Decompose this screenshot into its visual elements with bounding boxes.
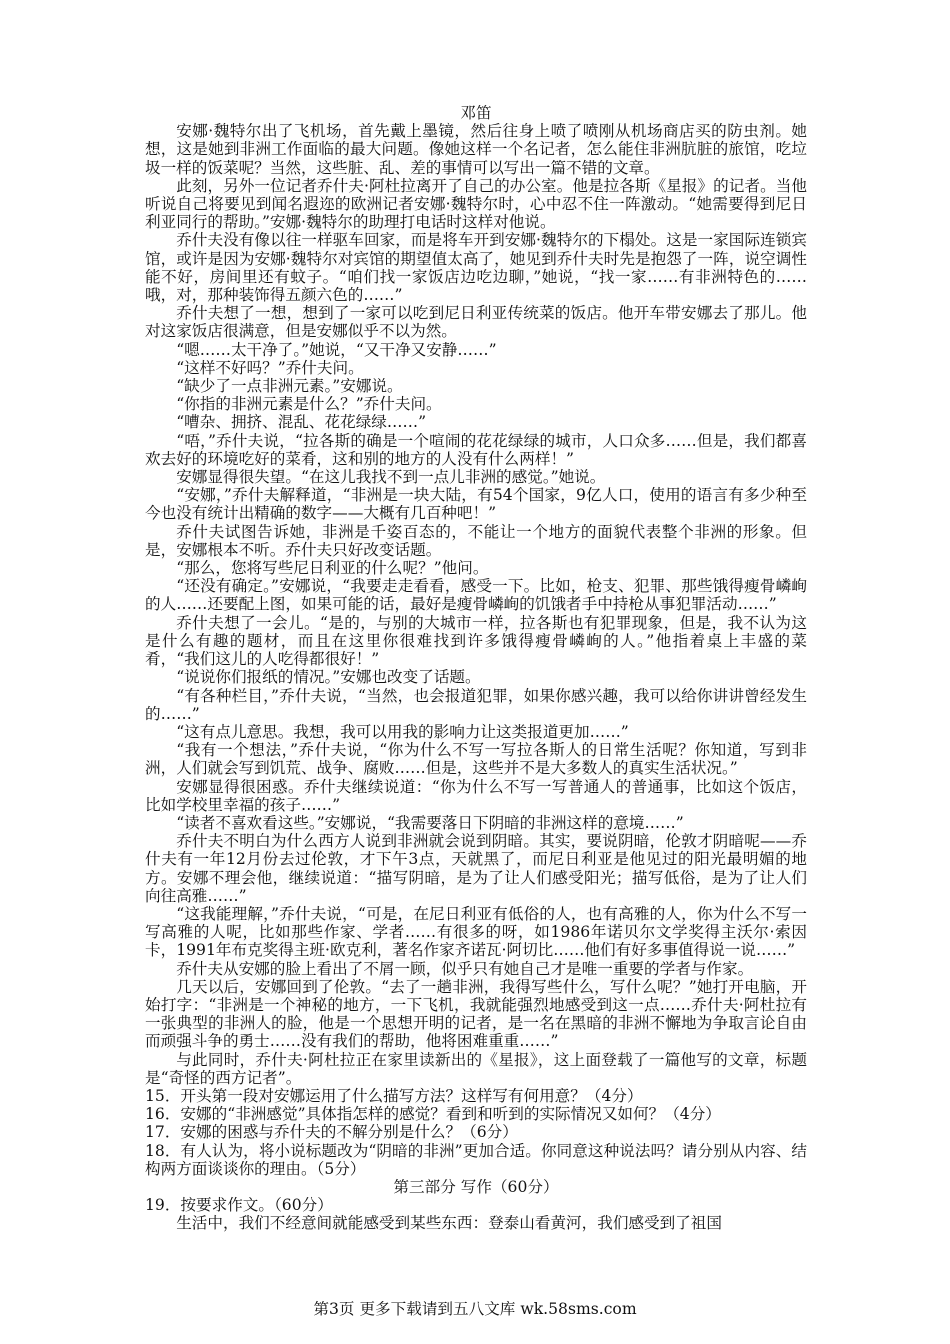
story-paragraph: “那么，您将写些尼日利亚的什么呢？”他问。 (176, 559, 489, 578)
story-paragraph: “说说你们报纸的情况。”安娜也改变了话题。 (176, 668, 481, 687)
story-paragraph: “嗯……太干净了。”她说，“又干净又安静……” (176, 340, 497, 359)
story-paragraph: 乔什夫不明白为什么西方人说到非洲就会说到阴暗。其实，要说阴暗，伦敦才阴暗呢——乔什夫有一年12月份去过伦敦，才下午3点，天就黑了，而尼日利亚是他见过的阳光最明媚的地方。安娜不理会他，继续说道：“描写阴暗，是为了让人们感受阳光；描写低俗，是为了让人们向往高雅……” (145, 832, 807, 905)
author-name: 邓笛 (460, 104, 492, 122)
story-paragraph: 安娜显得很失望。“在这儿我找不到一点儿非洲的感觉。”她说。 (176, 468, 606, 487)
story-paragraph: “这有点儿意思。我想，我可以用我的影响力让这类报道更加……” (176, 722, 629, 741)
story-paragraph: 乔什夫从安娜的脸上看出了不屑一顾，似乎只有她自己才是唯一重要的学者与作家。 (176, 959, 754, 978)
story-paragraph: “唔，”乔什夫说，“拉各斯的确是一个喧闹的花花绿绿的城市，人口众多……但是，我们都喜欢去好的环境吃好的菜肴，这和别的地方的人没有什么两样！” (145, 431, 807, 468)
story-paragraph: “这样不好吗？”乔什夫问。 (176, 358, 364, 377)
story-paragraph: “还没有确定。”安娜说，“我要走走看看，感受一下。比如，枪支、犯罪、那些饿得瘦骨嶙峋的人……还要配上图，如果可能的话，最好是瘦骨嶙峋的饥饿者手中持枪从事犯罪活动……” (145, 577, 807, 614)
page-footer: 第3页 更多下载请到五八文库 wk.58sms.com (313, 1300, 637, 1318)
story-paragraph: 几天以后，安娜回到了伦敦。“去了一趟非洲，我得写些什么，写什么呢？”她打开电脑，开始打字：“非洲是一个神秘的地方，一下飞机，我就能强烈地感受到这一点……乔什夫·阿杜拉有一张典型的非洲人的脸，他是一个思想开明的记者，是一名在黑暗的非洲不懈地为争取言论自由而顽强斗争的勇士……没有我们的帮助，他将困难重重……” (145, 977, 807, 1051)
story-paragraph: 乔什夫想了一会儿。“是的，与别的大城市一样，拉各斯也有犯罪现象，但是，我不认为这是什么有趣的题材，而且在这里你很难找到许多饿得瘦骨嶙峋的人。”他指着桌上丰盛的菜肴，“我们这儿的人吃得都很好！” (145, 613, 807, 669)
question-19-text: 生活中，我们不经意间就能感受到某些东西：登泰山看黄河，我们感受到了祖国 (176, 1214, 722, 1233)
story-paragraph: “缺少了一点非洲元素。”安娜说。 (176, 377, 403, 396)
story-paragraph: “这我能理解，”乔什夫说，“可是，在尼日利亚有低俗的人，也有高雅的人，你为什么不写一写高雅的人呢，比如那些作家、学者……有很多的呀，如1986年诺贝尔文学奖得主沃尔·索因卡，1991年布克奖得主班·欧克利，著名作家齐诺瓦·阿切比……他们有好多事值得说一说……” (145, 904, 807, 960)
question-item: 18．有人认为，将小说标题改为“阴暗的非洲”更加合适。你同意这种说法吗？请分别从内容、结构两方面谈谈你的理由。（5分） (145, 1141, 807, 1178)
story-paragraph: “安娜，”乔什夫解释道，“非洲是一块大陆，有54个国家，9亿人口，使用的语言有多少种至今也没有统计出精确的数字——大概有几百种吧！” (145, 486, 807, 523)
question-item: 17．安娜的困惑与乔什夫的不解分别是什么？（6分） (145, 1123, 518, 1142)
story-paragraph: 此刻，另外一位记者乔什夫·阿杜拉离开了自己的办公室。他是拉各斯《星报》的记者。当他听说自己将要见到闻名遐迩的欧洲记者安娜·魏特尔时，心中忍不住一阵激动。“她需要得到尼日利亚同行的帮助。”安娜·魏特尔的助理打电话时这样对他说。 (145, 176, 807, 232)
question-item: 15．开头第一段对安娜运用了什么描写方法？这样写有何用意？（4分） (145, 1086, 643, 1105)
story-paragraph: “嘈杂、拥挤、混乱、花花绿绿……” (176, 413, 427, 432)
story-paragraph: 安娜显得很困惑。乔什夫继续说道：“你为什么不写一写普通人的普通事，比如这个饭店，比如学校里幸福的孩子……” (145, 777, 807, 814)
story-paragraph: 乔什夫试图告诉她，非洲是千姿百态的，不能让一个地方的面貌代表整个非洲的形象。但是，安娜根本不听。乔什夫只好改变话题。 (145, 522, 807, 559)
story-paragraph: “你指的非洲元素是什么？”乔什夫问。 (176, 395, 442, 414)
document-body (145, 104, 807, 1233)
question-19: 19．按要求作文。（60分） (145, 1196, 333, 1215)
story-text (145, 122, 807, 1087)
story-paragraph: 与此同时，乔什夫·阿杜拉正在家里读新出的《星报》，这上面登载了一篇他写的文章，标题是“奇怪的西方记者”。 (145, 1050, 807, 1087)
story-paragraph: 安娜·魏特尔出了飞机场，首先戴上墨镜，然后往身上喷了喷刚从机场商店买的防虫剂。她想，这是她到非洲工作面临的最大问题。像她这样一个名记者，怎么能住非洲肮脏的旅馆，吃垃圾一样的饭菜呢？当然，这些脏、乱、差的事情可以写出一篇不错的文章。 (145, 122, 807, 177)
question-list (145, 1087, 807, 1178)
story-paragraph: 乔什夫想了一想，想到了一家可以吃到尼日利亚传统菜的饭店。他开车带安娜去了那儿。他对这家饭店很满意，但是安娜似乎不以为然。 (145, 304, 807, 341)
story-paragraph: “有各种栏目，”乔什夫说，“当然，也会报道犯罪，如果你感兴趣，我可以给你讲讲曾经发生的……” (145, 686, 807, 723)
question-item: 16．安娜的“非洲感觉”具体指怎样的感觉？看到和听到的实际情况又如何？（4分） (145, 1105, 721, 1124)
story-paragraph: “我有一个想法，”乔什夫说，“你为什么不写一写拉各斯人的日常生活呢？你知道，写到非洲，人们就会写到饥荒、战争、腐败……但是，这些并不是大多数人的真实生活状况。” (145, 741, 807, 778)
story-paragraph: “读者不喜欢看这些。”安娜说，“我需要落日下阴暗的非洲这样的意境……” (176, 813, 684, 832)
story-paragraph: 乔什夫没有像以往一样驱车回家，而是将车开到安娜·魏特尔的下榻处。这是一家国际连锁宾馆，或许是因为安娜·魏特尔对宾馆的期望值太高了，她见到乔什夫时先是抱怨了一阵，说空调性能不好，房间里还有蚊子。“咱们找一家饭店边吃边聊，”她说，“找一家……有非洲特色的……哦，对，那种装饰得五颜六色的……” (145, 231, 807, 305)
section-title: 第三部分 写作（60分） (393, 1177, 559, 1196)
